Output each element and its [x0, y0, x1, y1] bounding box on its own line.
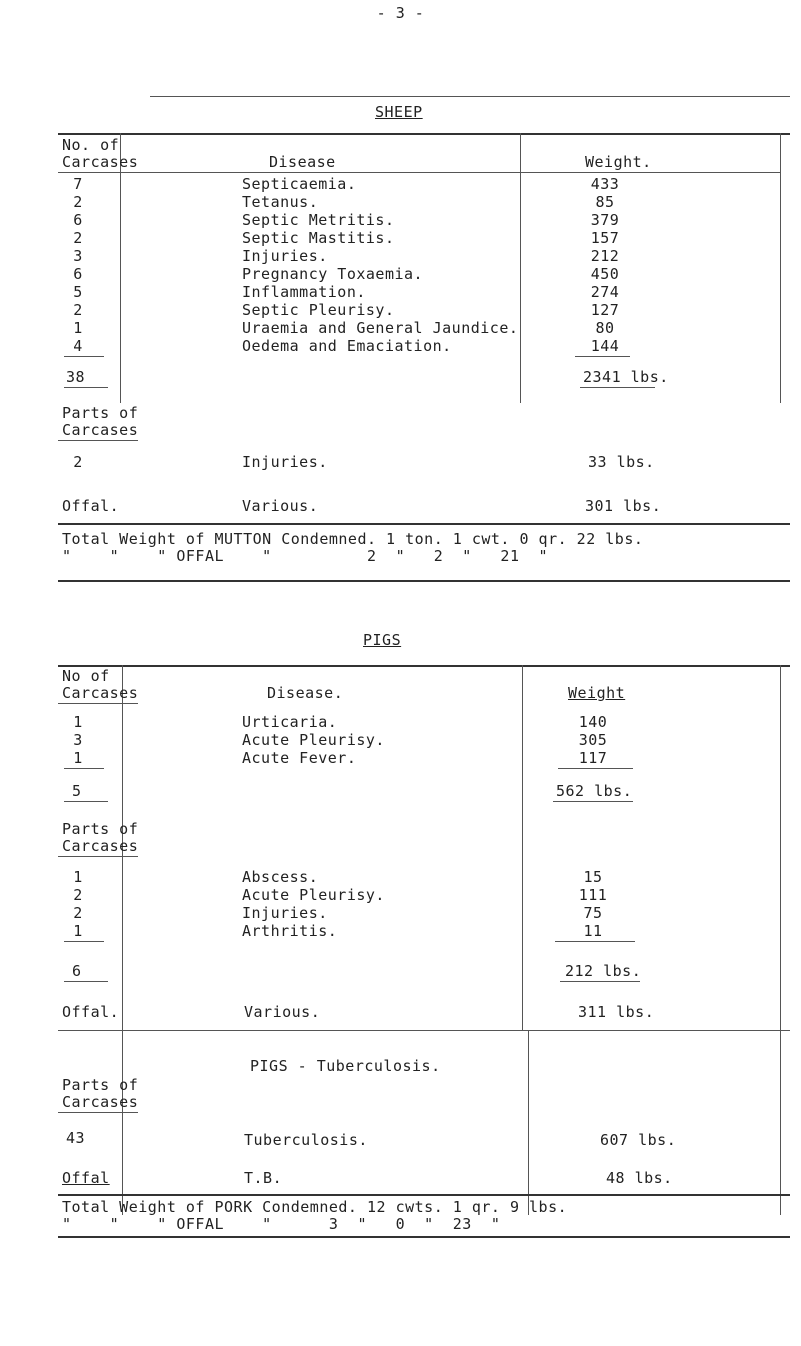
- parts-row-disease: Injuries.: [242, 904, 328, 922]
- row-disease: Inflammation.: [242, 283, 366, 301]
- row-disease: Oedema and Emaciation.: [242, 337, 452, 355]
- parts-total-no: 6: [72, 962, 82, 980]
- offal-label: Offal.: [62, 497, 120, 515]
- row-disease: Tetanus.: [242, 193, 319, 211]
- parts-row-weight: 75: [583, 904, 603, 922]
- row-weight: 274: [590, 283, 620, 301]
- subtotal-rule: [64, 356, 104, 357]
- sheep-summary-line: " " " OFFAL " 2 " 2 " 21 ": [62, 547, 549, 565]
- column-divider: [780, 665, 781, 1030]
- parts-total-weight: 212 lbs.: [565, 962, 642, 980]
- col-no-header: Carcases: [62, 153, 139, 171]
- parts-row-disease: Acute Pleurisy.: [242, 886, 385, 904]
- tb-disease: Tuberculosis.: [244, 1131, 368, 1149]
- rule: [58, 665, 790, 667]
- row-disease: Injuries.: [242, 247, 328, 265]
- row-disease: Pregnancy Toxaemia.: [242, 265, 424, 283]
- row-no: 2: [73, 301, 83, 319]
- subtotal-rule: [64, 941, 104, 942]
- subtotal-rule: [64, 387, 108, 388]
- subtotal-rule: [553, 801, 633, 802]
- offal-label: Offal.: [62, 1003, 120, 1021]
- row-weight: 117: [578, 749, 608, 767]
- subtotal-rule: [555, 941, 635, 942]
- row-no: 3: [73, 247, 83, 265]
- col-no-header: Carcases: [62, 684, 139, 702]
- row-weight: 433: [590, 175, 620, 193]
- row-disease: Septic Mastitis.: [242, 229, 395, 247]
- pigs-summary-line: " " " OFFAL " 3 " 0 " 23 ": [62, 1215, 501, 1233]
- row-disease: Acute Pleurisy.: [242, 731, 385, 749]
- parts-row-disease: Arthritis.: [242, 922, 338, 940]
- total-weight: 2341 lbs.: [583, 368, 669, 386]
- row-weight: 450: [590, 265, 620, 283]
- total-no: 5: [72, 782, 82, 800]
- rule: [58, 856, 138, 857]
- total-weight: 562 lbs.: [556, 782, 633, 800]
- row-no: 3: [73, 731, 83, 749]
- row-disease: Septic Pleurisy.: [242, 301, 395, 319]
- pigs-title: PIGS: [363, 631, 402, 649]
- parts-label: Carcases: [62, 837, 139, 855]
- parts-row-no: 1: [73, 868, 83, 886]
- row-no: 1: [73, 713, 83, 731]
- rule: [58, 703, 138, 704]
- rule: [58, 172, 780, 173]
- tb-weight: 607 lbs.: [600, 1131, 677, 1149]
- subtotal-rule: [580, 387, 655, 388]
- rule: [58, 440, 138, 441]
- subtotal-rule: [558, 768, 633, 769]
- offal-disease: Various.: [244, 1003, 321, 1021]
- row-no: 1: [73, 319, 83, 337]
- row-weight: 305: [578, 731, 608, 749]
- col-no-header: No of: [62, 667, 110, 685]
- subtotal-rule: [575, 356, 630, 357]
- offal-disease: Various.: [242, 497, 319, 515]
- column-divider: [122, 1030, 123, 1215]
- rule: [58, 1030, 790, 1031]
- row-weight: 127: [590, 301, 620, 319]
- rule: [58, 1236, 790, 1238]
- tb-parts-label: Parts of: [62, 1076, 139, 1094]
- subtotal-rule: [64, 801, 108, 802]
- row-disease: Septic Metritis.: [242, 211, 395, 229]
- row-weight: 157: [590, 229, 620, 247]
- subtotal-rule: [64, 768, 104, 769]
- row-weight: 212: [590, 247, 620, 265]
- offal-weight: 311 lbs.: [578, 1003, 655, 1021]
- row-no: 6: [73, 211, 83, 229]
- row-disease: Urticaria.: [242, 713, 338, 731]
- parts-label: Parts of: [62, 820, 139, 838]
- offal-weight: 301 lbs.: [585, 497, 662, 515]
- parts-label: Parts of: [62, 404, 139, 422]
- parts-row-disease: Abscess.: [242, 868, 319, 886]
- subtotal-rule: [64, 981, 108, 982]
- row-no: 1: [73, 749, 83, 767]
- column-divider: [528, 1030, 529, 1215]
- top-rule: [150, 96, 790, 97]
- column-divider: [780, 1030, 781, 1215]
- column-divider: [520, 133, 521, 403]
- col-disease-header: Disease.: [267, 684, 344, 702]
- rule: [58, 580, 790, 582]
- row-disease: Uraemia and General Jaundice.: [242, 319, 519, 337]
- row-weight: 379: [590, 211, 620, 229]
- rule: [58, 523, 790, 525]
- row-weight: 140: [578, 713, 608, 731]
- subtotal-rule: [560, 981, 640, 982]
- row-no: 7: [73, 175, 83, 193]
- column-divider: [780, 133, 781, 403]
- row-weight: 80: [595, 319, 615, 337]
- rule: [58, 1112, 138, 1113]
- sheep-title: SHEEP: [375, 103, 423, 121]
- tb-parts-label: Carcases: [62, 1093, 139, 1111]
- column-divider: [522, 665, 523, 1030]
- column-divider: [120, 133, 121, 403]
- tb-no: 43: [66, 1129, 86, 1147]
- row-weight: 144: [590, 337, 620, 355]
- parts-label: Carcases: [62, 421, 139, 439]
- parts-row-no: 2: [73, 886, 83, 904]
- parts-row-weight: 111: [578, 886, 608, 904]
- parts-row-weight: 11: [583, 922, 603, 940]
- tb-offal-weight: 48 lbs.: [606, 1169, 673, 1187]
- row-no: 5: [73, 283, 83, 301]
- col-weight-header: Weight: [568, 684, 626, 702]
- parts-row-no: 1: [73, 922, 83, 940]
- col-no-header: No. of: [62, 136, 120, 154]
- parts-disease: Injuries.: [242, 453, 328, 471]
- tb-title: PIGS - Tuberculosis.: [250, 1057, 441, 1075]
- parts-row-weight: 15: [583, 868, 603, 886]
- tb-offal-disease: T.B.: [244, 1169, 283, 1187]
- parts-no: 2: [73, 453, 83, 471]
- rule: [58, 133, 790, 135]
- row-disease: Acute Fever.: [242, 749, 357, 767]
- row-weight: 85: [595, 193, 615, 211]
- col-disease-header: Disease: [269, 153, 336, 171]
- rule: [58, 1194, 790, 1196]
- parts-row-no: 2: [73, 904, 83, 922]
- row-no: 2: [73, 193, 83, 211]
- page-number: - 3 -: [376, 4, 425, 22]
- col-weight-header: Weight.: [585, 153, 652, 171]
- row-no: 2: [73, 229, 83, 247]
- row-no: 6: [73, 265, 83, 283]
- pigs-summary-line: Total Weight of PORK Condemned. 12 cwts. 1 qr. 9 lbs.: [62, 1198, 568, 1216]
- total-no: 38: [66, 368, 86, 386]
- sheep-summary-line: Total Weight of MUTTON Condemned. 1 ton. 1 cwt. 0 qr. 22 lbs.: [62, 530, 644, 548]
- row-disease: Septicaemia.: [242, 175, 357, 193]
- row-no: 4: [73, 337, 83, 355]
- parts-weight: 33 lbs.: [588, 453, 655, 471]
- tb-offal-label: Offal: [62, 1169, 110, 1187]
